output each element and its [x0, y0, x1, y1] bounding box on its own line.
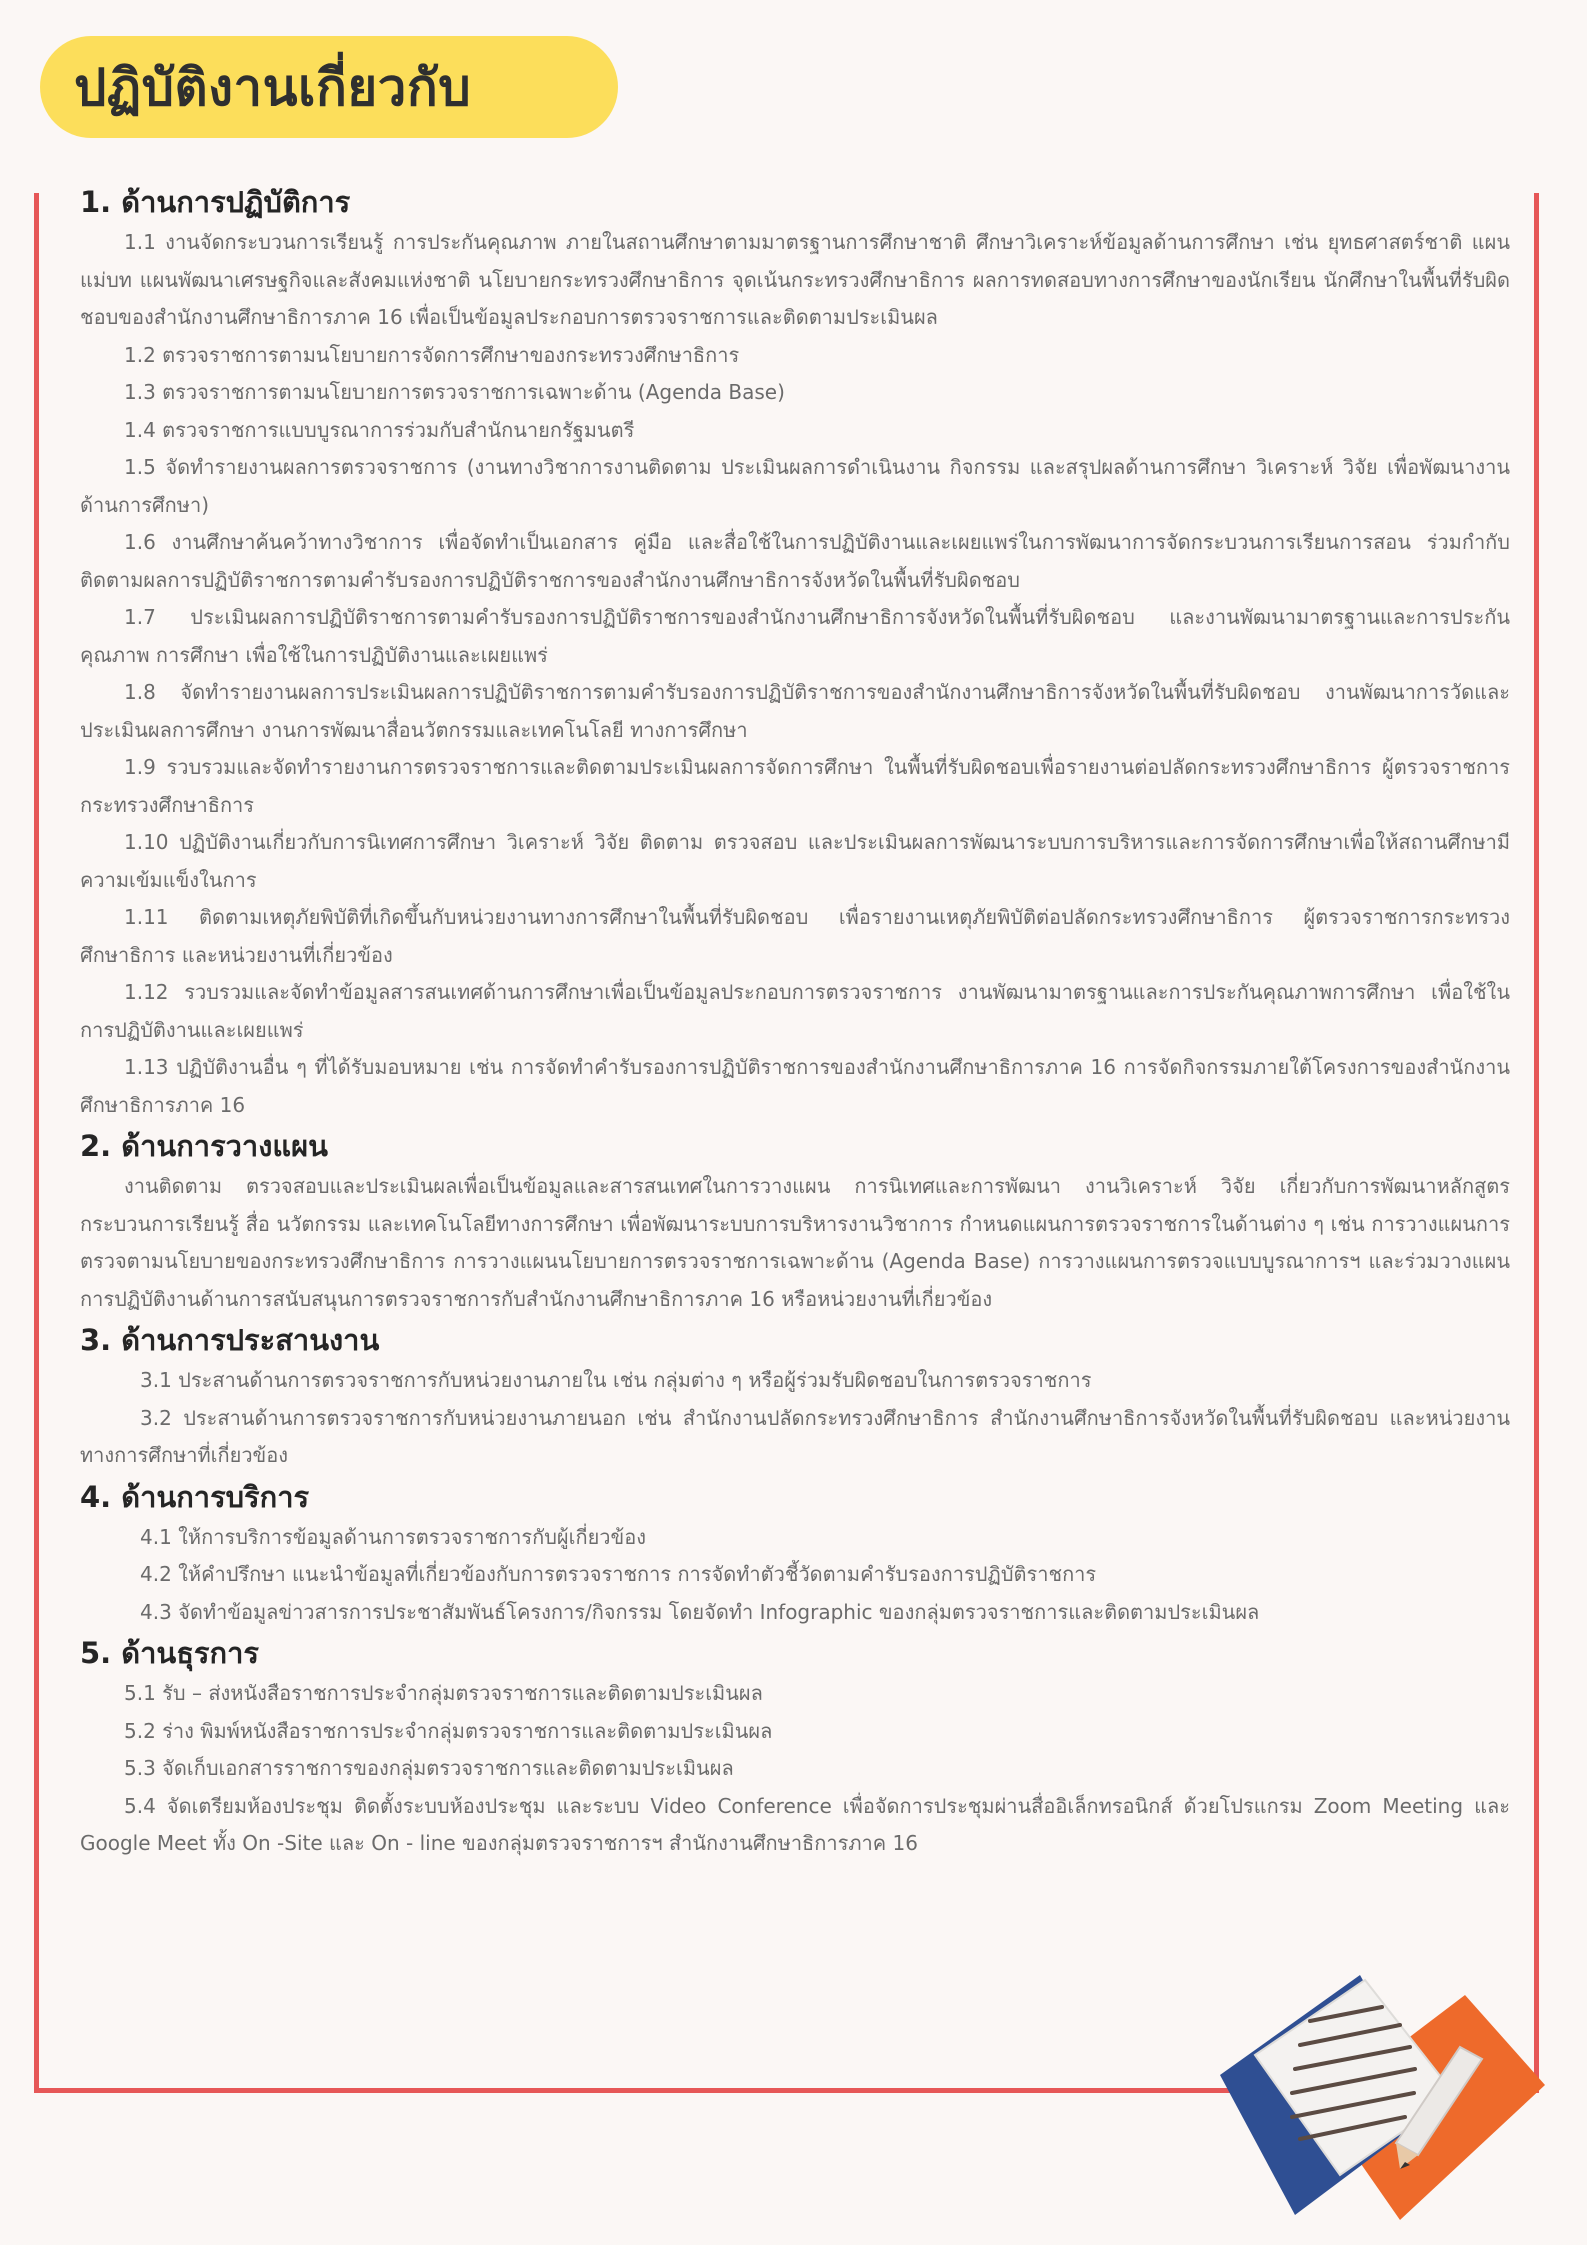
section-heading: 4. ด้านการบริการ: [80, 1479, 310, 1514]
list-item: 3.2 ประสานด้านการตรวจราชการกับหน่วยงานภายนอก เช่น สำนักงานปลัดกระทรวงศึกษาธิการ สำนักงานศึกษาธิการจังหวัดในพื้นที่รับผิดชอบ และหน่วยงานทางการศึกษาที่เกี่ยวข้อง: [80, 1405, 1510, 1467]
list-item: 5.1 รับ – ส่งหนังสือราชการประจำกลุ่มตรวจราชการและติดตามประเมินผล: [124, 1681, 763, 1705]
list-item: 1.11 ติดตามเหตุภัยพิบัติที่เกิดขึ้นกับหน่วยงานทางการศึกษาในพื้นที่รับผิดชอบ เพื่อรายงานเหตุภัยพิบัติต่อปลัดกระทรวงศึกษาธิการ ผู้ตรวจราชการกระทรวงศึกษาธิการ และหน่วยงานที่เกี่ยวข้อง: [80, 905, 1510, 967]
list-item: 1.2 ตรวจราชการตามนโยบายการจัดการศึกษาของกระทรวงศึกษาธิการ: [124, 342, 740, 367]
section-heading: 1. ด้านการปฏิบัติการ: [80, 185, 351, 219]
list-item: 1.5 จัดทำรายงานผลการตรวจราชการ (งานทางวิชาการงานติดตาม ประเมินผลการดำเนินงาน กิจกรรม และสรุปผลด้านการศึกษา วิเคราะห์ วิจัย เพื่อพัฒนางานด้านการศึกษา): [80, 455, 1510, 517]
list-item: 1.8 จัดทำรายงานผลการประเมินผลการปฏิบัติราชการตามคำรับรองการปฏิบัติราชการของสำนักงานศึกษาธิการจังหวัดในพื้นที่รับผิดชอบ งานพัฒนาการวัดและประเมินผลการศึกษา งานการพัฒนาสื่อนวัตกรรมและเทคโนโลยี ทางการศึกษา: [80, 680, 1510, 742]
list-item: 5.3 จัดเก็บเอกสารราชการของกลุ่มตรวจราชการและติดตามประเมินผล: [124, 1756, 734, 1780]
list-item: 4.2 ให้คำปรึกษา แนะนำข้อมูลที่เกี่ยวข้องกับการตรวจราชการ การจัดทำตัวชี้วัดตามคำรับรองการปฏิบัติราชการ: [140, 1562, 1097, 1586]
list-item: 5.2 ร่าง พิมพ์หนังสือราชการประจำกลุ่มตรวจราชการและติดตามประเมินผล: [124, 1718, 773, 1743]
documents-illustration: [1200, 1955, 1560, 2235]
title-banner: [40, 36, 618, 138]
frame-left-border: [34, 193, 39, 2093]
list-item: 1.12 รวบรวมและจัดทำข้อมูลสารสนเทศด้านการศึกษาเพื่อเป็นข้อมูลประกอบการตรวจราชการ งานพัฒนามาตรฐานและการประกันคุณภาพการศึกษา เพื่อใช้ในการปฏิบัติงานและเผยแพร่: [80, 980, 1510, 1042]
section-administration: [80, 1631, 1510, 1863]
section-operations: [80, 180, 1510, 1124]
section-coordination: [80, 1318, 1510, 1475]
list-item: 1.13 ปฏิบัติงานอื่น ๆ ที่ได้รับมอบหมาย เช่น การจัดทำคำรับรองการปฏิบัติราชการของสำนักงานศึกษาธิการภาค 16 การจัดกิจกรรมภายใต้โครงการของสำนักงานศึกษาธิการภาค 16: [80, 1055, 1510, 1117]
section-heading: 5. ด้านธุรการ: [80, 1636, 259, 1670]
list-item: 1.3 ตรวจราชการตามนโยบายการตรวจราชการเฉพาะด้าน (Agenda Base): [124, 380, 785, 404]
section-heading: 2. ด้านการวางแผน: [80, 1129, 328, 1163]
page-title: ปฏิบัติงานเกี่ยวกับ: [74, 58, 472, 118]
list-item: 1.7 ประเมินผลการปฏิบัติราชการตามคำรับรองการปฏิบัติราชการของสำนักงานศึกษาธิการจังหวัดในพื้นที่รับผิดชอบ และงานพัฒนามาตรฐานและการประกันคุณภาพ การศึกษา เพื่อใช้ในการปฏิบัติงานและเผยแพร่: [80, 605, 1510, 667]
list-item: 1.4 ตรวจราชการแบบบูรณาการร่วมกับสำนักนายกรัฐมนตรี: [124, 417, 635, 442]
list-item: 5.4 จัดเตรียมห้องประชุม ติดตั้งระบบห้องประชุม และระบบ Video Conference เพื่อจัดการประชุมผ่านสื่ออิเล็กทรอนิกส์ ด้วยโปรแกรม Zoom Meeting และ Google Meet ทั้ง On -Site และ On - line ของกลุ่มตรวจราชการฯ สำนักงานศึกษาธิการภาค 16: [80, 1793, 1510, 1855]
section-heading: 3. ด้านการประสานงาน: [80, 1323, 380, 1357]
list-item: 4.3 จัดทำข้อมูลข่าวสารการประชาสัมพันธ์โครงการ/กิจกรรม โดยจัดทำ Infographic ของกลุ่มตรวจราชการและติดตามประเมินผล: [140, 1599, 1260, 1624]
list-item: 1.9 รวบรวมและจัดทำรายงานการตรวจราชการและติดตามประเมินผลการจัดการศึกษา ในพื้นที่รับผิดชอบเพื่อรายงานต่อปลัดกระทรวงศึกษาธิการ ผู้ตรวจราชการกระทรวงศึกษาธิการ: [80, 755, 1510, 817]
list-item: 4.1 ให้การบริการข้อมูลด้านการตรวจราชการกับผู้เกี่ยวข้อง: [140, 1524, 646, 1549]
list-item: งานติดตาม ตรวจสอบและประเมินผลเพื่อเป็นข้อมูลและสารสนเทศในการวางแผน การนิเทศและการพัฒนา งานวิเคราะห์ วิจัย เกี่ยวกับการพัฒนาหลักสูตรกระบวนการเรียนรู้ สื่อ นวัตกรรม และเทคโนโลยีทางการศึกษา เพื่อพัฒนาระบบการบริหารงานวิชาการ กำหนดแผนการตรวจราชการในด้านต่าง ๆ เช่น การวางแผนการตรวจตามนโยบายของกระทรวงศึกษาธิการ การวางแผนนโยบายการตรวจราชการเฉพาะด้าน (Agenda Base) การวางแผนการตรวจแบบบูรณาการฯ และร่วมวางแผนการปฏิบัติงานด้านการสนับสนุนการตรวจราชการกับสำนักงานศึกษาธิการภาค 16 หรือหน่วยงานที่เกี่ยวข้อง: [80, 1174, 1510, 1311]
list-item: 3.1 ประสานด้านการตรวจราชการกับหน่วยงานภายใน เช่น กลุ่มต่าง ๆ หรือผู้ร่วมรับผิดชอบในการตรวจราชการ: [140, 1368, 1092, 1392]
section-service: [80, 1475, 1510, 1632]
list-item: 1.10 ปฏิบัติงานเกี่ยวกับการนิเทศการศึกษา วิเคราะห์ วิจัย ติดตาม ตรวจสอบ และประเมินผลการพัฒนาระบบการบริหารและการจัดการศึกษาเพื่อให้สถานศึกษามีความเข้มแข็งในการ: [80, 830, 1510, 892]
section-planning: [80, 1124, 1510, 1318]
list-item: 1.6 งานศึกษาค้นคว้าทางวิชาการ เพื่อจัดทำเป็นเอกสาร คู่มือ และสื่อใช้ในการปฏิบัติงานและเผยแพร่ในการพัฒนาการจัดกระบวนการเรียนการสอน ร่วมกำกับ ติดตามผลการปฏิบัติราชการตามคำรับรองการปฏิบัติราชการของสำนักงานศึกษาธิการจังหวัดในพื้นที่รับผิดชอบ: [80, 530, 1510, 592]
list-item: 1.1 งานจัดกระบวนการเรียนรู้ การประกันคุณภาพ ภายในสถานศึกษาตามมาตรฐานการศึกษาชาติ ศึกษาวิเคราะห์ข้อมูลด้านการศึกษา เช่น ยุทธศาสตร์ชาติ แผนแม่บท แผนพัฒนาเศรษฐกิจและสังคมแห่งชาติ นโยบายกระทรวงศึกษาธิการ จุดเน้นกระทรวงศึกษาธิการ ผลการทดสอบทางการศึกษาของนักเรียน นักศึกษาในพื้นที่รับผิดชอบของสำนักงานศึกษาธิการภาค 16 เพื่อเป็นข้อมูลประกอบการตรวจราชการและติดตามประเมินผล: [80, 230, 1510, 329]
content-body: [80, 180, 1510, 1863]
frame-right-border: [1534, 193, 1539, 2093]
